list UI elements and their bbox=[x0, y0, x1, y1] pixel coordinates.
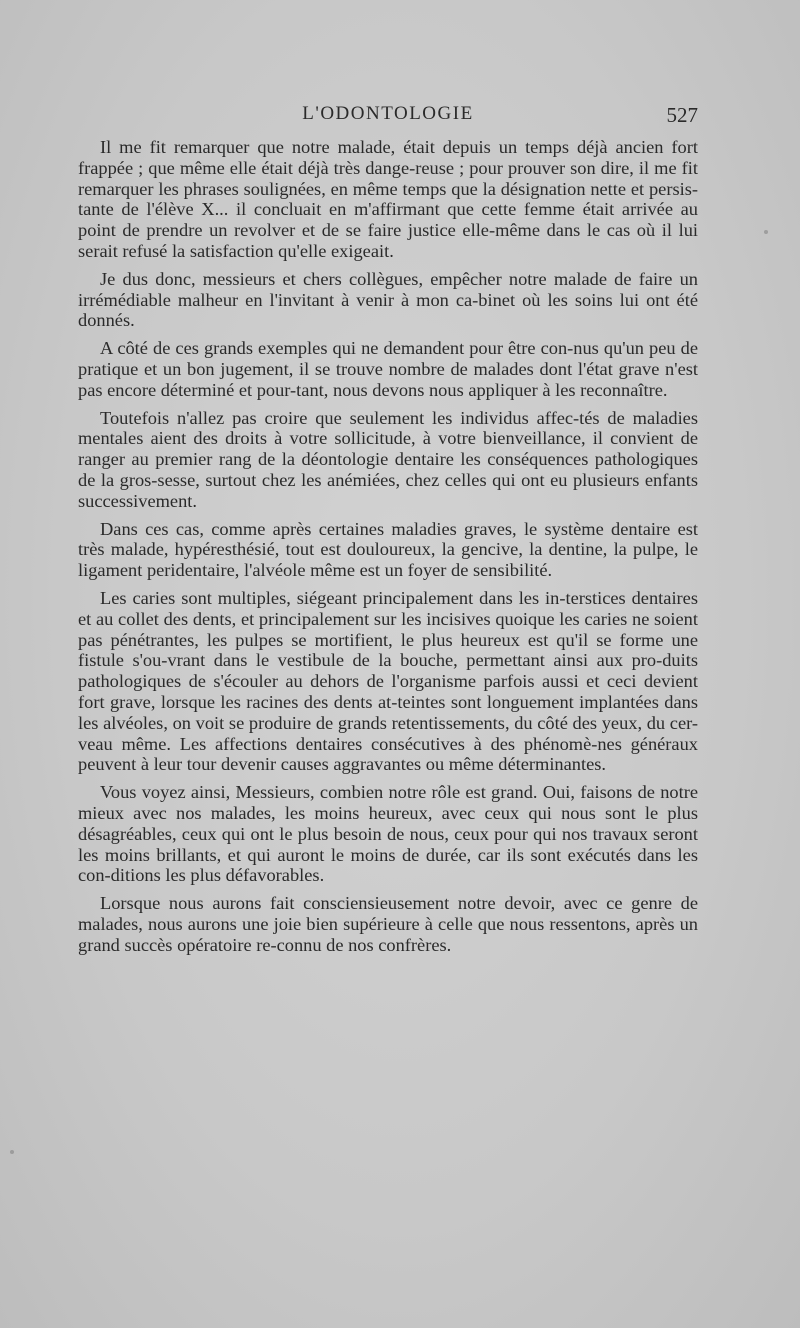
book-page bbox=[78, 97, 698, 962]
paragraph-7: Vous voyez ainsi, Messieurs, combien notre rôle est grand. Oui, faisons de notre mieux avec nos malades, les moins heureux, avec ceux qui nous sont le plus désagréables, ceux qui ont le plus besoin de nous, ceux pour qui nos travaux seront les moins brillants, et qui auront le moins de durée, car ils sont exécutés dans les con-ditions les plus défavorables. bbox=[78, 782, 698, 886]
paragraph-8: Lorsque nous aurons fait consciensieusement notre devoir, avec ce genre de malades, nous aurons une joie bien supérieure à celle que nous ressentons, après un grand succès opératoire re-connu de nos confrères. bbox=[78, 893, 698, 955]
running-title: L'ODONTOLOGIE bbox=[302, 103, 474, 124]
paragraph-5: Dans ces cas, comme après certaines maladies graves, le système dentaire est très malade, hypéresthésié, tout est douloureux, la gencive, la dentine, la pulpe, le ligament peridentaire, l'alvéole même est un foyer de sensibilité. bbox=[78, 518, 698, 581]
paragraph-4: Toutefois n'allez pas croire que seulement les individus affec-tés de maladies mentales aient des droits à votre sollicitude, à votre bienveillance, il convient de ranger au premier rang de la déontologie dentaire les conséquences pathologiques de la gros-sesse, surtout chez les anémiées, chez celles qui ont eu plusieurs enfants successivement. bbox=[78, 407, 698, 511]
body-text bbox=[78, 137, 698, 955]
paper-speck bbox=[10, 1150, 14, 1154]
paragraph-6: Les caries sont multiples, siégeant principalement dans les in-terstices dentaires et au collet des dents, et principalement sur les incisives quoique les caries ne soient pas pénétrantes, les pulpes se mortifient, le plus heureux est qu'il se forme une fistule s'ou-vrant dans le vestibule de la bouche, permettant ainsi aux pro-duits pathologiques de s'écouler au dehors de l'organisme parfois aussi et ceci devient fort grave, lorsque les racines des dents at-teintes sont longuement implantées dans les alvéoles, on voit se produire de grands retentissements, du côté des yeux, du cer-veau même. Les affections dentaires consécutives à des phénomè-nes généraux peuvent à leur tour devenir causes aggravantes ou même déterminantes. bbox=[78, 587, 698, 775]
paragraph-2: Je dus donc, messieurs et chers collègues, empêcher notre malade de faire un irrémédiable malheur en l'invitant à venir à mon ca-binet où les soins lui ont été donnés. bbox=[78, 268, 698, 331]
page-number: 527 bbox=[666, 103, 698, 127]
paragraph-1: Il me fit remarquer que notre malade, était depuis un temps déjà ancien fort frappée ; que même elle était déjà très dange-reuse ; pour prouver son dire, il me fit remarquer les phrases soulignées, en même temps que la désignation nette et persis-tante de l'élève X... il concluait en m'affirmant que cette femme était arrivée au point de prendre un revolver et de se faire justice elle-même dans le cas où il lui serait refusé la satisfaction qu'elle exigeait. bbox=[78, 137, 698, 261]
paragraph-3: A côté de ces grands exemples qui ne demandent pour être con-nus qu'un peu de pratique et un bon jugement, il se trouve nombre de malades dont l'état grave n'est pas encore déterminé et pour-tant, nous devons nous appliquer à les reconnaître. bbox=[78, 338, 698, 400]
running-head bbox=[78, 97, 698, 137]
paper-speck bbox=[764, 230, 768, 234]
